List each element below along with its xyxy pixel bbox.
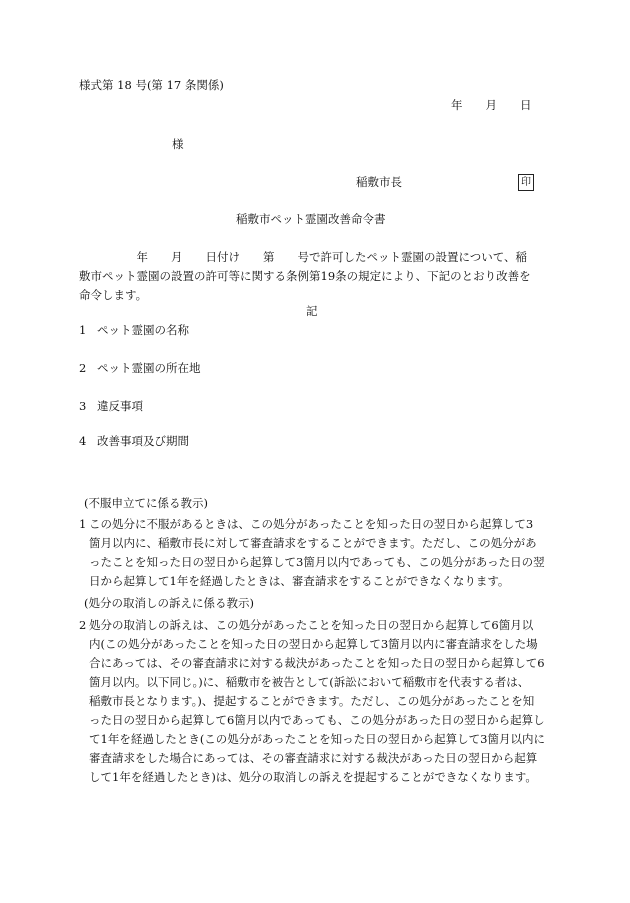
body-line: 敷市ペット霊園の設置の許可等に関する条例第19条の規定により、下記のとおり改善を (79, 269, 531, 283)
item-label: 改善事項及び期間 (97, 434, 189, 448)
list-item (79, 401, 143, 413)
body-line: 年 月 日付け 第 号で許可したペット霊園の設置について、稲 (79, 250, 528, 264)
notice-line: 処分の取消しの訴えは、この処分があったことを知った日の翌日から起算して6箇月以 (89, 618, 534, 632)
item-label: 違反事項 (97, 399, 143, 413)
notice-number: 1 (79, 517, 87, 531)
notice-line: 箇月以内に、稲敷市長に対して審査請求をすることができます。ただし、この処分があ (89, 536, 537, 550)
list-item (79, 363, 201, 375)
notice-paragraph (79, 515, 549, 591)
notice-heading: (不服申立てに係る教示) (84, 496, 208, 510)
list-item (79, 436, 189, 448)
notice-line: ったことを知った日の翌日から起算して3箇月以内であっても、この処分があった日の翌 (89, 555, 545, 569)
notice-line: った日の翌日から起算して6箇月以内であっても、この処分があった日の翌日から起算し (89, 713, 545, 727)
notice-heading: (処分の取消しの訴えに係る教示) (84, 596, 254, 610)
ki-marker: 記 (306, 304, 318, 318)
notice-line: 審査請求をした場合にあっては、その審査請求に対する裁決があった日の翌日から起算 (89, 751, 538, 765)
body-line: 命令します。 (79, 288, 148, 302)
notice-line: 合にあっては、その審査請求に対する裁決があったことを知った日の翌日から起算して6 (89, 656, 545, 670)
notice-line: して1年を経過したとき)は、処分の取消しの訴えを提起することができなくなります。 (89, 770, 537, 784)
notice-line: 箇月以内。以下同じ。)に、稲敷市を被告として(訴訟において稲敷市を代表する者は、 (89, 675, 530, 689)
item-number: 1 (79, 323, 87, 337)
list-item (79, 325, 189, 337)
body-paragraph (79, 248, 549, 305)
item-number: 4 (79, 434, 87, 448)
item-number: 3 (79, 399, 87, 413)
item-label: ペット霊園の名称 (97, 323, 189, 337)
notice-line: 内(この処分があったことを知った日の翌日から起算して3箇月以内に審査請求をした場 (89, 637, 538, 651)
document-title: 稲敷市ペット霊園改善命令書 (236, 212, 386, 226)
addressee-label: 様 (172, 137, 184, 151)
notice-line: て1年を経過したとき(この処分があったことを知った日の翌日から起算して3箇月以内に (89, 732, 546, 746)
notice-line: この処分に不服があるときは、この処分があったことを知った日の翌日から起算して3 (89, 517, 534, 531)
item-label: ペット霊園の所在地 (97, 361, 201, 375)
notice-number: 2 (79, 618, 87, 632)
notice-paragraph (79, 616, 549, 787)
date-line: 年 月 日 (451, 98, 532, 112)
notice-line: 日から起算して1年を経過したときは、審査請求をすることができなくなります。 (89, 574, 510, 588)
form-number: 様式第 18 号(第 17 条関係) (79, 78, 224, 92)
issuer-name: 稲敷市長 (356, 175, 402, 189)
notice-line: 稲敷市長となります。)、提起することができます。ただし、この処分があったことを知 (89, 694, 535, 708)
item-number: 2 (79, 361, 87, 375)
seal-mark: 印 (518, 174, 534, 191)
